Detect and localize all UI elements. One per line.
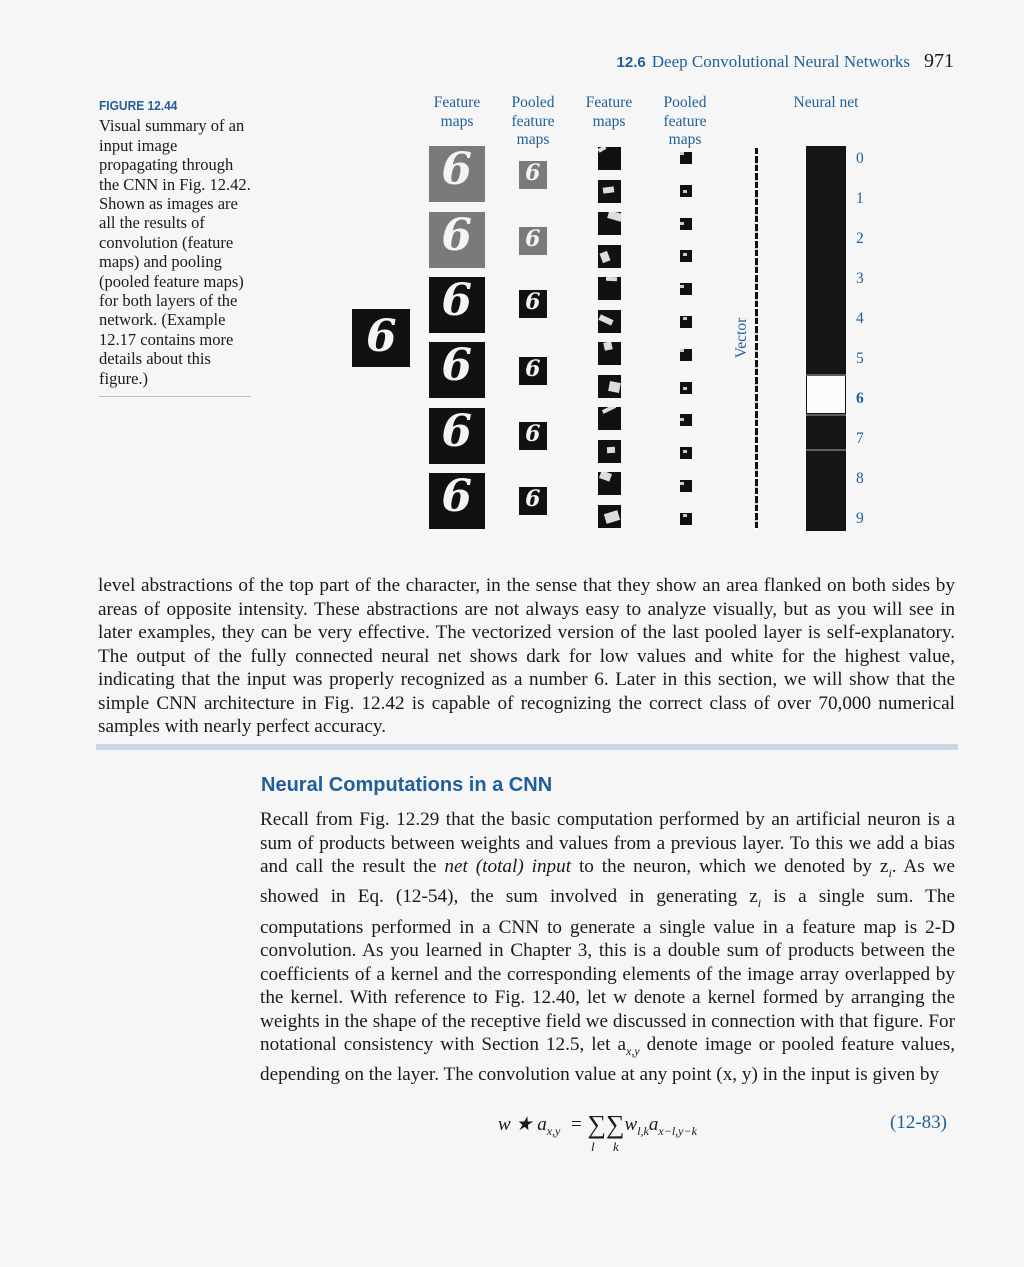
- col-header-feature-maps-2: Feature maps: [585, 94, 633, 130]
- feature-map-2-tile: [598, 375, 621, 398]
- section-heading: Neural Computations in a CNN: [261, 774, 553, 796]
- feature-texture: [607, 212, 621, 222]
- feature-texture: [683, 514, 687, 517]
- feature-texture: [608, 381, 621, 393]
- output-label-4: 4: [856, 310, 864, 327]
- figure-caption: [99, 96, 251, 397]
- neural-net-output: [806, 146, 846, 531]
- col-header-feature-maps-1: Feature maps: [433, 94, 481, 130]
- section-rule: [96, 744, 958, 750]
- feature-texture: [680, 222, 684, 225]
- feature-map-2-tile: [598, 245, 621, 268]
- output-label-0: 0: [856, 150, 864, 167]
- feature-texture: [602, 407, 616, 414]
- feature-map-1-tile: 6: [429, 408, 485, 464]
- page-number: 971: [924, 50, 954, 72]
- feature-map-2-tile: [598, 310, 621, 333]
- paragraph-2-part: to the neuron, which we denoted by z: [571, 856, 889, 877]
- sum-limit-k: k: [613, 1139, 619, 1154]
- section-number: 12.6: [616, 54, 646, 71]
- feature-map-2-tile: [598, 147, 621, 170]
- feature-texture: [603, 186, 615, 193]
- output-separator: [806, 374, 846, 376]
- vector-strip: [755, 148, 758, 530]
- col-header-pooled-maps-1: Pooled feature maps: [511, 94, 555, 148]
- feature-map-2-tile: [598, 277, 621, 300]
- net-total-input-term: net (total) input: [444, 856, 572, 877]
- pooled-map-2-tile: [680, 480, 692, 492]
- feature-texture: [603, 342, 612, 351]
- pooled-map-2-tile: [680, 447, 692, 459]
- feature-texture: [680, 482, 684, 485]
- feature-texture: [680, 418, 684, 421]
- feature-texture: [599, 472, 612, 482]
- sum-limit-l: l: [591, 1139, 595, 1154]
- feature-texture: [683, 317, 687, 320]
- output-label-2: 2: [856, 230, 864, 247]
- feature-texture: [683, 387, 687, 390]
- pooled-map-2-tile: [680, 152, 692, 164]
- paragraph-2-part: is a single sum. The computations performed in a CNN to generate a single value in a feature map is 2-D convolution. As you learned in Chapter 3, this is a double sum of products between the coefficients of a kernel and the corresponding elements of the image array overlapped by the kernel. With reference to Fig. 12.40, let w denote a kernel formed by arranging the weights in the shape of the receptive field we discussed in connection with that figure. For notational consistency with Section 12.5, let a: [260, 886, 955, 1056]
- output-label-9: 9: [856, 510, 864, 527]
- vector-label: Vector: [733, 317, 750, 359]
- pooled-map-2-tile: [680, 349, 692, 361]
- output-separator: [806, 414, 846, 416]
- feature-map-2-tile: [598, 472, 621, 495]
- output-separator: [806, 449, 846, 451]
- equation-number: (12-83): [890, 1112, 947, 1133]
- paragraph-2-part: denote image or pooled feature values, depending on the layer. The convolution value at any point (x, y) in the input is given by: [260, 1034, 955, 1086]
- pooled-map-2-tile: [680, 414, 692, 426]
- pooled-map-1-tile: 6: [519, 357, 547, 385]
- output-label-3: 3: [856, 270, 864, 287]
- paragraph-2-part: Recall from Fig. 12.29 that the basic computation performed by an artificial neuron is a sum of products between weights and values from a previous layer. To this we add a bias and call the result the: [260, 809, 955, 877]
- equation-12-83: w ★ $a_{x,y} = \sum\sum w_{l,k}a_{x-l,y-k}$: [498, 1110, 697, 1139]
- output-label-1: 1: [856, 190, 864, 207]
- feature-map-2-tile: [598, 440, 621, 463]
- output-label-5: 5: [856, 350, 864, 367]
- section-title: Deep Convolutional Neural Networks: [651, 52, 910, 71]
- feature-map-2-tile: [598, 342, 621, 365]
- feature-texture: [680, 152, 684, 155]
- feature-map-2-tile: [598, 212, 621, 235]
- input-image: 6: [352, 309, 410, 367]
- output-highlight-6: [807, 375, 845, 413]
- pooled-map-1-tile: 6: [519, 161, 547, 189]
- feature-texture: [606, 277, 617, 281]
- feature-map-1-tile: 6: [429, 342, 485, 398]
- output-label-8: 8: [856, 470, 864, 487]
- feature-texture: [683, 190, 687, 193]
- pooled-map-2-tile: [680, 513, 692, 525]
- pooled-map-2-tile: [680, 316, 692, 328]
- feature-map-2-tile: [598, 407, 621, 430]
- feature-texture: [598, 314, 613, 325]
- pooled-map-2-tile: [680, 250, 692, 262]
- pooled-map-1-tile: 6: [519, 487, 547, 515]
- feature-texture: [607, 446, 615, 452]
- pooled-map-2-tile: [680, 382, 692, 394]
- col-header-pooled-maps-2: Pooled feature maps: [663, 94, 707, 148]
- feature-map-1-tile: 6: [429, 473, 485, 529]
- pooled-map-1-tile: 6: [519, 227, 547, 255]
- feature-texture: [680, 349, 684, 352]
- feature-map-1-tile: 6: [429, 277, 485, 333]
- feature-map-2-tile: [598, 180, 621, 203]
- paragraph-2: Recall from Fig. 12.29 that the basic computation performed by an artificial neuron is a sum of products between weights and values from a previous layer. To this we add a bias and call the result the net (total) input to the neuron, which we denoted by $z_i$. As we showed in Eq. (12-54), the sum involved in generating $z_i$ is a single sum. The computations performed in a CNN to generate a single value in a feature map is 2-D convolution. As you learned in Chapter 3, this is a double sum of products between the coefficients of a kernel and the corresponding elements of the image array overlapped by the kernel. With reference to Fig. 12.40, let w denote a kernel formed by arranging the weights in the shape of the receptive field we discussed in connection with that figure. For notational consistency with Section 12.5, let $a_{x,y}$ denote image or pooled feature values, depending on the layer. The convolution value at any point (x, y) in the input is given by: [260, 809, 956, 1086]
- feature-map-1-tile: 6: [429, 146, 485, 202]
- pooled-map-2-tile: [680, 283, 692, 295]
- output-label-7: 7: [856, 430, 864, 447]
- output-label-6: 6: [856, 390, 864, 407]
- feature-map-1-tile: 6: [429, 212, 485, 268]
- running-head: [617, 50, 954, 73]
- feature-texture: [683, 253, 687, 256]
- pooled-map-2-tile: [680, 218, 692, 230]
- feature-texture: [599, 250, 610, 262]
- col-header-neural-net: Neural net: [793, 94, 859, 111]
- pooled-map-1-tile: 6: [519, 290, 547, 318]
- feature-map-2-tile: [598, 505, 621, 528]
- paragraph-1: level abstractions of the top part of the character, in the sense that they show an area flanked on both sides by areas of opposite intensity. These abstractions are not always easy to analyze visually, but as you will see in later examples, they can be very effective. The vectorized version of the last pooled layer is self-explanatory. The output of the fully connected neural net shows dark for low values and white for the highest value, indicating that the input was properly recognized as a number 6. Later in this section, we will show that the simple CNN architecture in Fig. 12.42 is capable of recognizing the correct class of over 70,000 numerical samples with nearly perfect accuracy.: [98, 575, 955, 737]
- feature-texture: [598, 147, 606, 153]
- feature-texture: [680, 285, 684, 288]
- paragraph-2-part: . As we showed in Eq. (12-54), the sum involved in generating z: [260, 856, 956, 908]
- pooled-map-2-tile: [680, 185, 692, 197]
- pooled-map-1-tile: 6: [519, 422, 547, 450]
- figure-caption-text: Visual summary of an input image propagating through the CNN in Fig. 12.42. Shown as images are all the results of convolution (feature maps) and pooling (pooled feature maps) for both layers of the network. (Example 12.17 contains more details about this figure.): [99, 116, 251, 388]
- figure-label: FIGURE 12.44: [99, 98, 178, 113]
- feature-texture: [683, 450, 687, 453]
- feature-texture: [604, 510, 620, 524]
